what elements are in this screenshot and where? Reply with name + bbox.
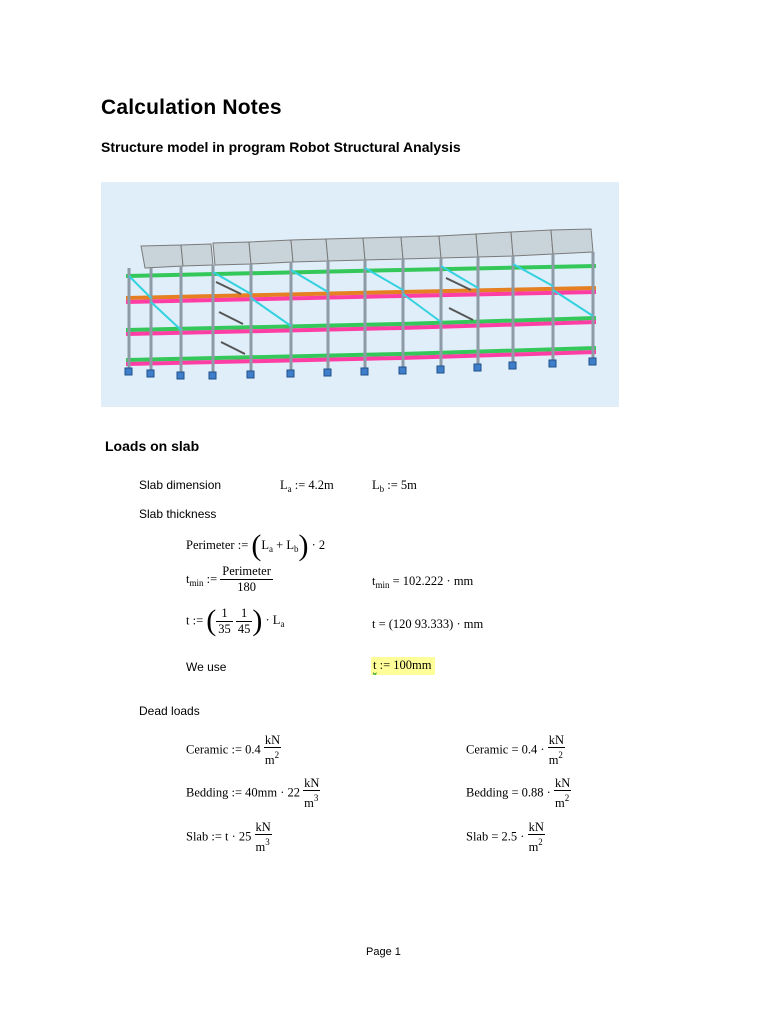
bedding-res-unit-den: m — [554, 796, 565, 810]
perimeter-plus: + — [276, 538, 284, 552]
ceramic-def-unit-num: kN — [264, 733, 281, 747]
subtitle: Structure model in program Robot Structural Analysis — [101, 139, 461, 155]
tmin-fraction — [220, 564, 273, 595]
t-lhs: t := — [186, 613, 204, 628]
we-use-value — [371, 658, 435, 673]
tmin-numerator: Perimeter — [222, 564, 271, 578]
lb-subscript: b — [379, 484, 385, 494]
perimeter-la-sub: a — [269, 544, 274, 554]
perimeter-lhs: Perimeter := — [186, 538, 249, 552]
slab-load-result — [466, 820, 545, 854]
tmin-result-symbol: t — [372, 574, 376, 588]
page-title: Calculation Notes — [101, 96, 282, 119]
perimeter-lb-sub: b — [293, 544, 299, 554]
tmin-definition — [186, 564, 273, 595]
t-chosen-symbol: t — [373, 658, 377, 672]
ceramic-res-text: Ceramic = 0.4 · — [466, 742, 545, 757]
tmin-symbol: t — [186, 571, 190, 586]
bedding-def-unit-exp: 3 — [313, 793, 319, 803]
tmin-result-subscript: min — [375, 580, 390, 590]
close-paren: ) — [298, 529, 309, 563]
t-frac1-denominator: 35 — [218, 621, 231, 636]
bedding-res-unit-num: kN — [554, 776, 571, 790]
tmin-result — [372, 574, 473, 590]
la-subscript: a — [287, 484, 292, 494]
slab-def-unit-exp: 3 — [265, 837, 270, 847]
slab-res-unit-num: kN — [528, 820, 544, 834]
perimeter-la: L — [261, 538, 270, 552]
la-symbol: L — [280, 478, 288, 492]
t-tail: · L — [265, 613, 281, 627]
t-definition — [186, 604, 284, 638]
ceramic-definition — [186, 733, 281, 767]
la-value: := 4.2m — [294, 478, 334, 492]
bedding-def-unit-num: kN — [304, 776, 320, 790]
t-open-paren: ( — [206, 604, 217, 637]
open-paren: ( — [251, 529, 262, 563]
la-definition — [280, 478, 334, 494]
bedding-def-text: Bedding := 40mm · 22 — [186, 785, 300, 800]
tmin-result-value: = 102.222 · mm — [392, 574, 474, 588]
tmin-subscript: min — [189, 577, 204, 588]
slab-res-unit-den: m — [528, 840, 539, 854]
t-chosen-value: := 100mm — [379, 658, 432, 672]
ceramic-def-unit-den: m — [264, 753, 275, 767]
tmin-assign: := — [206, 571, 218, 586]
bedding-result — [466, 776, 571, 810]
perimeter-definition — [186, 530, 325, 564]
page-number: Page 1 — [366, 946, 401, 958]
we-use-label: We use — [186, 660, 227, 674]
perimeter-tail: · 2 — [311, 538, 326, 552]
ceramic-def-unit-exp: 2 — [274, 750, 280, 760]
slab-def-unit-num: kN — [255, 820, 271, 834]
ceramic-result — [466, 733, 565, 767]
lb-symbol: L — [372, 478, 380, 492]
ceramic-def-text: Ceramic := 0.4 — [186, 742, 261, 757]
slab-res-unit-exp: 2 — [538, 837, 543, 847]
t-frac2-denominator: 45 — [237, 621, 251, 636]
bedding-res-text: Bedding = 0.88 · — [466, 785, 551, 800]
t-frac1-numerator: 1 — [216, 606, 233, 622]
bedding-def-unit-den: m — [304, 796, 314, 810]
slab-dimension-label: Slab dimension — [139, 478, 222, 492]
bedding-definition — [186, 776, 320, 810]
t-close-paren: ) — [252, 604, 263, 637]
t-tail-subscript: a — [280, 619, 285, 629]
slab-def-unit-den: m — [255, 840, 266, 854]
lb-definition — [372, 478, 417, 494]
slab-def-text: Slab := t · 25 — [186, 829, 252, 844]
t-fraction-1 — [216, 606, 233, 637]
structure-model-drawing — [101, 182, 619, 407]
ceramic-res-unit-exp: 2 — [558, 750, 563, 760]
t-frac2-numerator: 1 — [236, 606, 253, 622]
slab-load-definition — [186, 820, 272, 854]
t-result: t = (120 93.333) · mm — [372, 617, 484, 631]
slab-thickness-label: Slab thickness — [139, 507, 217, 521]
bedding-res-unit-exp: 2 — [564, 793, 570, 803]
tmin-denominator: 180 — [237, 580, 256, 594]
dead-loads-label: Dead loads — [139, 704, 200, 718]
structure-model-image — [101, 182, 619, 407]
lb-value: := 5m — [387, 478, 417, 492]
slab-res-text: Slab = 2.5 · — [466, 829, 525, 844]
t-fraction-2 — [236, 606, 253, 637]
perimeter-lb: L — [286, 538, 294, 552]
section-loads-on-slab: Loads on slab — [105, 438, 200, 454]
ceramic-res-unit-num: kN — [548, 733, 564, 747]
ceramic-res-unit-den: m — [548, 753, 559, 767]
